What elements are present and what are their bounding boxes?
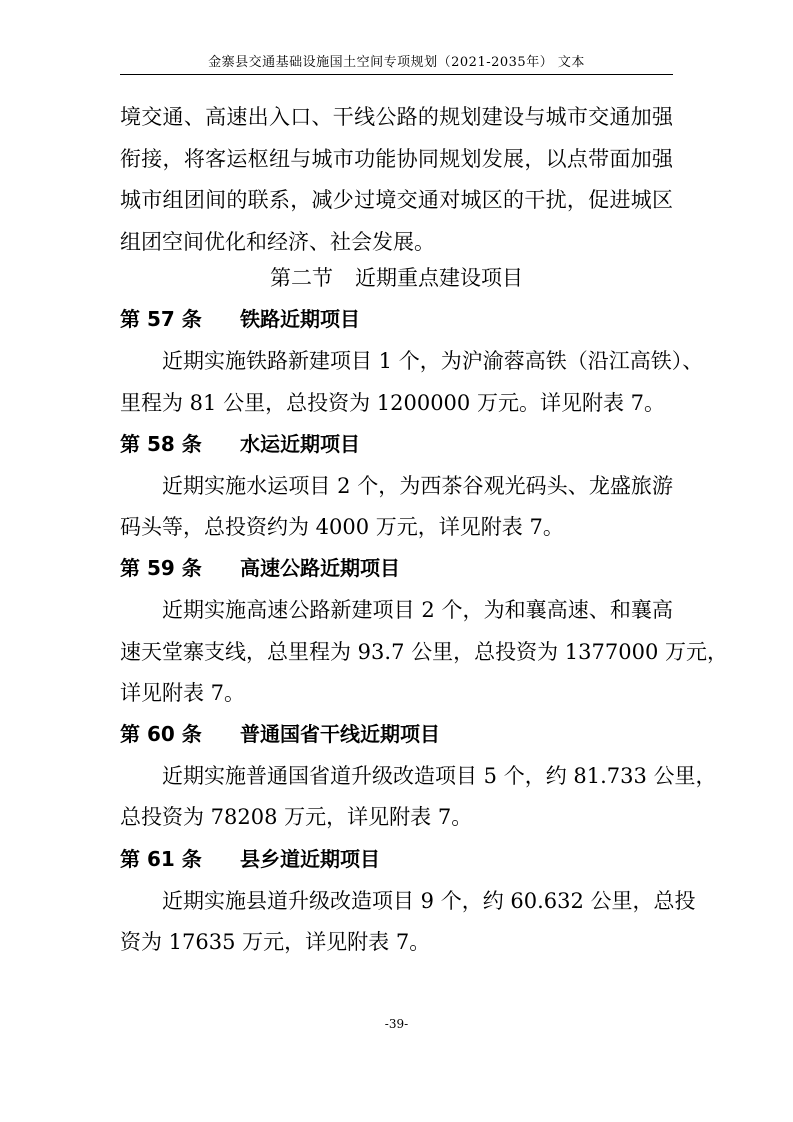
article-title: 普通国省干线近期项目 xyxy=(240,722,440,746)
article-number: 第 57 条 xyxy=(120,307,202,331)
section-number: 第二节 xyxy=(270,266,333,290)
article-title: 县乡道近期项目 xyxy=(240,847,380,871)
article-heading-61 xyxy=(120,845,673,873)
article-number: 第 61 条 xyxy=(120,847,202,871)
intro-line-4: 组团空间优化和经济、社会发展。 xyxy=(120,230,435,254)
intro-line-2: 衔接，将客运枢纽与城市功能协同规划发展，以点带面加强 xyxy=(120,147,673,171)
article-58-line-2: 码头等，总投资约为 4000 万元，详见附表 7。 xyxy=(120,515,564,539)
article-number: 第 58 条 xyxy=(120,432,202,456)
intro-line-3: 城市组团间的联系，减少过境交通对城区的干扰，促进城区 xyxy=(120,188,673,212)
running-header: 金寨县交通基础设施国土空间专项规划（2021-2035年） 文本 xyxy=(208,55,585,70)
article-60-line-2: 总投资为 78208 万元，详见附表 7。 xyxy=(120,805,473,829)
article-61-line-2: 资为 17635 万元，详见附表 7。 xyxy=(120,930,431,954)
article-number: 第 59 条 xyxy=(120,556,202,580)
article-57-line-2: 里程为 81 公里，总投资为 1200000 万元。详见附表 7。 xyxy=(120,391,665,415)
article-58-line-1: 近期实施水运项目 2 个，为西茶谷观光码头、龙盛旅游 xyxy=(162,474,673,498)
article-heading-57 xyxy=(120,305,673,333)
article-title: 铁路近期项目 xyxy=(240,307,360,331)
article-59-line-1: 近期实施高速公路新建项目 2 个，为和襄高速、和襄高 xyxy=(162,598,673,622)
article-57-line-1: 近期实施铁路新建项目 1 个，为沪渝蓉高铁（沿江高铁）、 xyxy=(162,349,704,373)
article-heading-58 xyxy=(120,430,673,458)
article-61-line-1: 近期实施县道升级改造项目 9 个，约 60.632 公里，总投 xyxy=(162,889,696,913)
article-59-line-2: 速天堂寨支线，总里程为 93.7 公里，总投资为 1377000 万元， xyxy=(120,640,728,664)
article-heading-59 xyxy=(120,554,673,582)
intro-line-1: 境交通、高速出入口、干线公路的规划建设与城市交通加强 xyxy=(120,105,673,129)
page-number: -39- xyxy=(384,1017,409,1031)
header-rule xyxy=(120,74,673,75)
section-heading xyxy=(120,264,673,292)
article-number: 第 60 条 xyxy=(120,722,202,746)
section-title: 近期重点建设项目 xyxy=(355,266,523,290)
article-60-line-1: 近期实施普通国省道升级改造项目 5 个，约 81.733 公里， xyxy=(162,764,717,788)
article-title: 水运近期项目 xyxy=(240,432,360,456)
article-heading-60 xyxy=(120,720,673,748)
article-59-line-3: 详见附表 7。 xyxy=(120,681,246,705)
article-title: 高速公路近期项目 xyxy=(240,556,400,580)
